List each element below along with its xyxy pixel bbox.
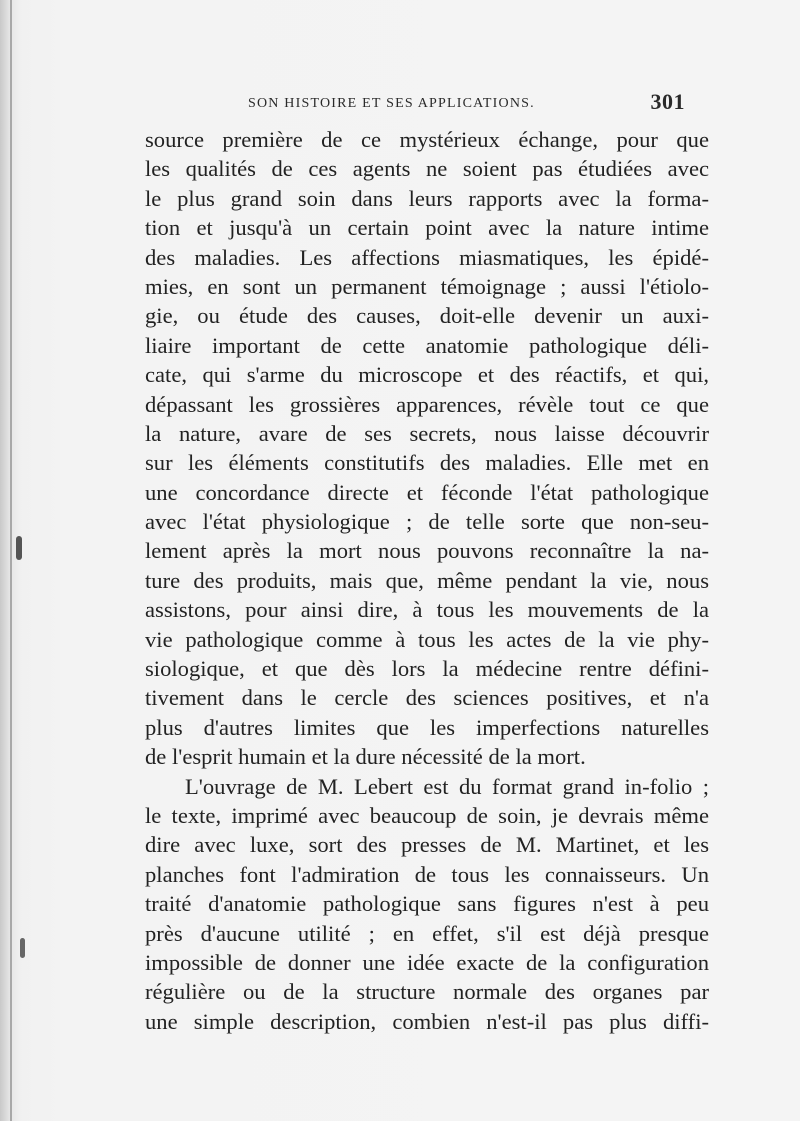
text-line: sur les éléments constitutifs des maladies. Elle met en: [145, 450, 709, 476]
text-line: liaire important de cette anatomie pathologique déli-: [145, 332, 709, 358]
text-line: assistons, pour ainsi dire, à tous les mouvements de la: [145, 597, 709, 623]
text-line: régulière ou de la structure normale des organes par: [145, 979, 709, 1005]
text-line: une concordance directe et féconde l'état pathologique: [145, 479, 709, 505]
text-line: vie pathologique comme à tous les actes de la vie phy-: [145, 626, 709, 652]
text-line: le texte, imprimé avec beaucoup de soin, je devrais même: [145, 802, 709, 828]
running-head: [248, 88, 685, 122]
text-line: source première de ce mystérieux échange, pour que: [145, 127, 709, 152]
text-line: siologique, et que dès lors la médecine rentre défini-: [145, 656, 709, 682]
text-line: L'ouvrage de M. Lebert est du format grand in-folio ;: [185, 773, 709, 799]
text-line: avec l'état physiologique ; de telle sorte que non-seu-: [145, 509, 709, 535]
running-title: SON HISTOIRE ET SES APPLICATIONS.: [248, 96, 535, 111]
text-line: impossible de donner une idée exacte de la configuration: [145, 949, 709, 975]
text-line: tivement dans le cercle des sciences positives, et n'a: [145, 685, 709, 711]
text-line: mies, en sont un permanent témoignage ; aussi l'étiolo-: [145, 273, 709, 299]
gutter-mark: [20, 938, 25, 958]
text-line: près d'aucune utilité ; en effet, s'il est déjà presque: [145, 920, 709, 946]
text-line: la nature, avare de ses secrets, nous laisse découvrir: [145, 420, 709, 446]
text-line: une simple description, combien n'est-il pas plus diffi-: [145, 1008, 709, 1034]
text-line: dire avec luxe, sort des presses de M. Martinet, et les: [145, 832, 709, 858]
text-line: le plus grand soin dans leurs rapports avec la forma-: [145, 185, 709, 211]
text-line: traité d'anatomie pathologique sans figures n'est à peu: [145, 891, 709, 917]
gutter-mark: [16, 536, 22, 560]
page-number: 301: [650, 89, 685, 114]
text-line: de l'esprit humain et la dure nécessité de la mort.: [145, 744, 586, 770]
text-line: tion et jusqu'à un certain point avec la nature intime: [145, 215, 709, 241]
text-line: dépassant les grossières apparences, révèle tout ce que: [145, 391, 709, 417]
page-gutter-edge: [10, 0, 12, 1121]
text-line: cate, qui s'arme du microscope et des réactifs, et qui,: [145, 362, 709, 388]
text-line: plus d'autres limites que les imperfections naturelles: [145, 714, 709, 740]
text-line: des maladies. Les affections miasmatiques, les épidé-: [145, 244, 709, 270]
text-line: planches font l'admiration de tous les connaisseurs. Un: [145, 861, 709, 887]
text-line: les qualités de ces agents ne soient pas étudiées avec: [145, 156, 709, 182]
text-line: ture des produits, mais que, même pendant la vie, nous: [145, 567, 709, 593]
body-text: [145, 125, 709, 1036]
text-line: lement après la mort nous pouvons reconnaître la na-: [145, 538, 709, 564]
text-line: gie, ou étude des causes, doit-elle devenir un auxi-: [145, 303, 709, 329]
